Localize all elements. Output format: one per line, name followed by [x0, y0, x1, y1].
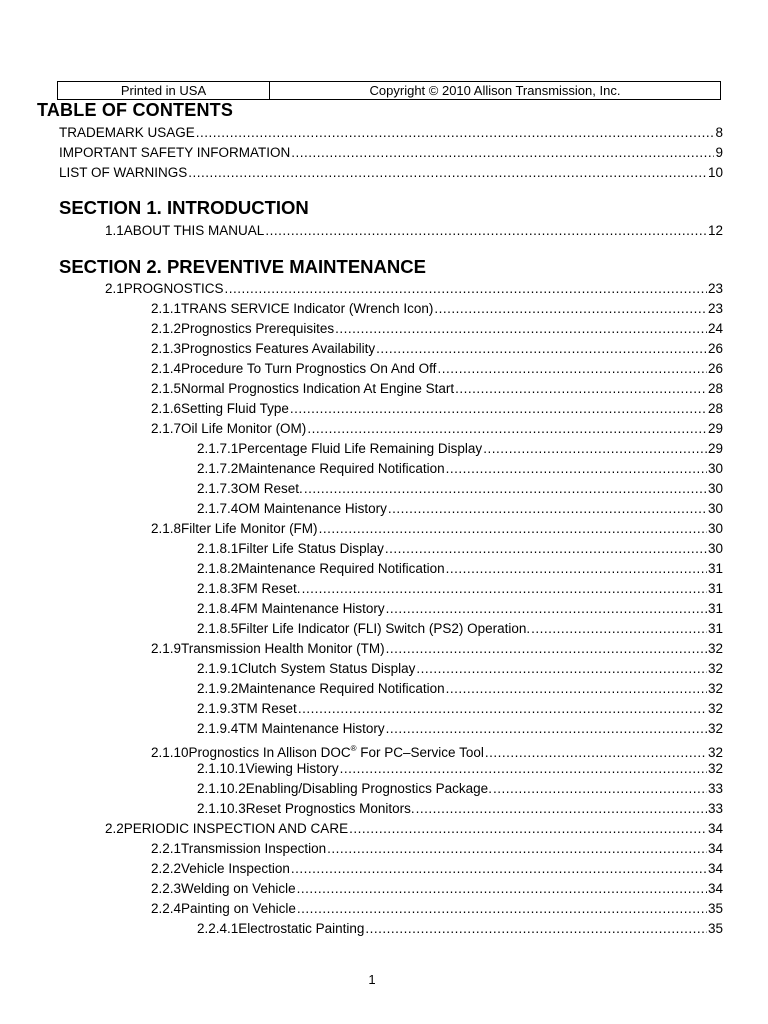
toc-entry-number: 2.1.8	[151, 521, 182, 536]
toc-entry-label	[124, 279, 224, 299]
toc-entry-number: 2.1.7.3	[197, 481, 239, 496]
toc-entry-page: 32	[707, 701, 723, 716]
toc-entry-number: 2.1.8.4	[197, 601, 239, 616]
toc-entry-label	[238, 719, 384, 739]
toc-dot-leader	[265, 221, 707, 241]
toc-entry-label-text: FM Maintenance History	[238, 601, 385, 616]
toc-dot-leader	[386, 599, 707, 619]
toc-entry[interactable]	[151, 899, 723, 919]
toc-entry[interactable]	[151, 339, 723, 359]
toc-entry-label-text: Prognostics Prerequisites	[181, 321, 335, 336]
toc-entry-number: 2.2.4.1	[197, 921, 239, 936]
toc-dot-leader	[340, 759, 707, 779]
toc-dot-leader	[291, 143, 714, 163]
toc-dot-leader	[385, 539, 707, 559]
toc-entry-page: 35	[707, 921, 723, 936]
toc-entry-page: 32	[707, 761, 723, 776]
toc-entry[interactable]	[197, 719, 723, 739]
toc-entry-label-text: Filter Life Indicator (FLI) Switch (PS2) Operation.	[238, 621, 531, 636]
toc-entry-page: 23	[707, 281, 723, 296]
toc-entry[interactable]	[197, 759, 723, 779]
toc-entry-page: 24	[707, 321, 723, 336]
toc-dot-leader	[434, 299, 707, 319]
toc-dot-leader	[446, 459, 707, 479]
toc-entry-label	[238, 439, 482, 459]
toc-dot-leader	[386, 639, 707, 659]
toc-entry-page: 34	[707, 861, 723, 876]
toc-entry-label-text: OM Maintenance History	[238, 501, 387, 516]
toc-entry-label	[181, 639, 385, 659]
toc-entry-page: 31	[707, 561, 723, 576]
toc-entry[interactable]	[197, 599, 723, 619]
toc-entry-label-text: Procedure To Turn Prognostics On And Off	[181, 361, 437, 376]
toc-entry-label	[238, 659, 415, 679]
toc-dot-leader	[388, 499, 707, 519]
toc-entry-page: 32	[707, 745, 723, 760]
toc-entry-label	[181, 839, 326, 859]
toc-dot-leader	[297, 899, 707, 919]
toc-entry-label	[246, 759, 339, 779]
toc-dot-leader	[302, 579, 707, 599]
toc-entry-label-text: Viewing History	[245, 761, 339, 776]
toc-entry-page: 23	[707, 301, 723, 316]
toc-entry-page: 35	[707, 901, 723, 916]
toc-entry-label-text: TM Reset	[238, 701, 297, 716]
toc-entry-number: 2.1.9.2	[197, 681, 239, 696]
toc-entry-label-text: Maintenance Required Notification	[238, 561, 445, 576]
toc-dot-leader	[365, 919, 707, 939]
toc-dot-leader	[319, 519, 707, 539]
toc-dot-leader	[386, 719, 707, 739]
toc-entry[interactable]	[151, 859, 723, 879]
toc-entry-page: 31	[707, 581, 723, 596]
toc-entry-page: 12	[707, 223, 723, 238]
toc-entry-label-text: Vehicle Inspection	[181, 861, 290, 876]
toc-entry[interactable]	[59, 123, 723, 143]
toc-entry-label-text: Painting on Vehicle	[181, 901, 296, 916]
toc-entry-number: 2.1.2	[151, 321, 182, 336]
toc-entry-number: 2.1.6	[151, 401, 182, 416]
toc-entry-label	[238, 679, 444, 699]
toc-entry[interactable]	[151, 399, 723, 419]
toc-entry[interactable]	[151, 739, 723, 759]
toc-entry[interactable]	[151, 379, 723, 399]
toc-entry-number: 2.1.10.2	[197, 781, 246, 796]
toc-dot-leader	[446, 559, 707, 579]
toc-entry-label	[238, 619, 530, 639]
toc-entry-label	[181, 299, 433, 319]
toc-entry-number: 2.1.9.4	[197, 721, 239, 736]
toc-entry-label-text: Filter Life Status Display	[238, 541, 384, 556]
toc-entry-label-superscript: ®	[350, 744, 357, 753]
toc-dot-leader	[376, 339, 707, 359]
toc-dot-leader	[298, 699, 707, 719]
toc-entry[interactable]	[197, 459, 723, 479]
copyright-label: Copyright © 2010 Allison Transmission, Inc.	[369, 83, 621, 98]
toc-entry[interactable]	[197, 579, 723, 599]
toc-entry-page: 30	[707, 461, 723, 476]
toc-entry-label	[59, 163, 187, 183]
toc-entry[interactable]	[151, 359, 723, 379]
toc-entry-number: 2.2.3	[151, 881, 182, 896]
toc-entry[interactable]	[197, 919, 723, 939]
toc-entry-page: 31	[707, 601, 723, 616]
toc-entry-label-text: Electrostatic Painting	[238, 921, 365, 936]
toc-dot-leader	[416, 799, 707, 819]
toc-entry-label-suffix: For PC–Service Tool	[356, 745, 484, 760]
toc-dot-leader	[455, 379, 707, 399]
toc-entry-label-text: IMPORTANT SAFETY INFORMATION	[59, 145, 291, 160]
toc-entry-number: 2.1	[105, 281, 124, 296]
toc-entry-page: 26	[707, 341, 723, 356]
toc-entry-label	[238, 479, 303, 499]
toc-dot-leader	[304, 479, 707, 499]
toc-entry-page: 34	[707, 881, 723, 896]
toc-entry-label-text: FM Reset.	[238, 581, 301, 596]
toc-entry[interactable]	[59, 163, 723, 183]
section-2-heading: SECTION 2. PREVENTIVE MAINTENANCE	[59, 256, 426, 277]
toc-entry-number: 2.1.8.3	[197, 581, 239, 596]
toc-entry-label	[181, 319, 334, 339]
toc-entry[interactable]	[105, 819, 723, 839]
toc-entry[interactable]	[197, 499, 723, 519]
toc-entry[interactable]	[151, 639, 723, 659]
toc-entry-number: 2.1.10.3	[197, 801, 246, 816]
toc-entry-label	[181, 399, 289, 419]
toc-entry-label	[59, 123, 195, 143]
toc-entry-label	[181, 519, 318, 539]
toc-dot-leader	[437, 359, 707, 379]
toc-entry-page: 34	[707, 841, 723, 856]
toc-dot-leader	[291, 859, 707, 879]
toc-entry[interactable]	[197, 619, 723, 639]
toc-entry[interactable]	[197, 679, 723, 699]
toc-entry-label	[238, 579, 300, 599]
toc-entry-number: 2.1.1	[151, 301, 182, 316]
toc-entry-number: 2.1.4	[151, 361, 182, 376]
toc-entry-label-text: Filter Life Monitor (FM)	[181, 521, 318, 536]
toc-entry-label-text: TRANS SERVICE Indicator (Wrench Icon)	[181, 301, 434, 316]
toc-entry-page: 29	[707, 441, 723, 456]
toc-entry-page: 9	[715, 145, 723, 160]
toc-entry-label-text: Clutch System Status Display	[238, 661, 416, 676]
toc-entry-number: 2.1.7.4	[197, 501, 239, 516]
toc-title: TABLE OF CONTENTS	[37, 100, 234, 120]
toc-entry-page: 32	[707, 721, 723, 736]
toc-entry-number: 2.2.4	[151, 901, 182, 916]
toc-entry[interactable]	[59, 143, 723, 163]
toc-entry[interactable]	[105, 279, 723, 299]
toc-entry-number: 2.1.7.1	[197, 441, 239, 456]
toc-entry-label	[181, 899, 296, 919]
toc-entry-number: 2.1.10	[151, 745, 189, 760]
toc-entry[interactable]	[197, 479, 723, 499]
toc-entry[interactable]	[151, 299, 723, 319]
toc-entry-page: 33	[707, 801, 723, 816]
toc-entry-page: 30	[707, 521, 723, 536]
toc-entry-number: 2.1.10.1	[197, 761, 246, 776]
toc-entry-label-text: TRADEMARK USAGE	[59, 125, 195, 140]
page-number: 1	[368, 972, 376, 987]
toc-entry-page: 28	[707, 381, 723, 396]
toc-dot-leader	[196, 123, 715, 143]
toc-entry[interactable]	[197, 799, 723, 819]
toc-entry-page: 28	[707, 401, 723, 416]
toc-entry-label	[238, 919, 364, 939]
toc-entry-number: 2.1.9	[151, 641, 182, 656]
toc-entry-number: 2.1.8.2	[197, 561, 239, 576]
section-1-heading: SECTION 1. INTRODUCTION	[59, 197, 309, 218]
toc-entry[interactable]	[197, 559, 723, 579]
toc-entry-number: 2.2.1	[151, 841, 182, 856]
toc-entry-label-text: Prognostics In Allison DOC	[188, 745, 351, 760]
toc-entry-label-text: Prognostics Features Availability	[181, 341, 376, 356]
toc-entry-page: 33	[707, 781, 723, 796]
toc-dot-leader	[335, 319, 707, 339]
toc-entry-label-text: Transmission Health Monitor (TM)	[181, 641, 385, 656]
toc-dot-leader	[531, 619, 707, 639]
toc-dot-leader	[290, 399, 707, 419]
toc-entry[interactable]	[151, 319, 723, 339]
toc-entry-number: 2.2.2	[151, 861, 182, 876]
toc-entry-page: 30	[707, 501, 723, 516]
toc-entry-label	[238, 539, 384, 559]
toc-entry-label-text: PROGNOSTICS	[123, 281, 224, 296]
toc-entry-page: 8	[715, 125, 723, 140]
toc-dot-leader	[297, 879, 707, 899]
printed-in-label: Printed in USA	[58, 82, 270, 99]
toc-entry-label	[246, 779, 492, 799]
header-box	[57, 81, 721, 100]
toc-entry-label	[238, 699, 297, 719]
toc-entry-label	[238, 459, 444, 479]
toc-entry-label-text: Reset Prognostics Monitors.	[245, 801, 415, 816]
toc-entry-page: 10	[707, 165, 723, 180]
toc-entry-number: 2.1.7.2	[197, 461, 239, 476]
toc-entry-label-text: LIST OF WARNINGS	[59, 165, 188, 180]
toc-entry-label-text: Normal Prognostics Indication At Engine Start	[181, 381, 455, 396]
toc-dot-leader	[225, 279, 707, 299]
toc-entry-number: 2.2	[105, 821, 124, 836]
toc-dot-leader	[483, 439, 707, 459]
toc-entry[interactable]	[151, 419, 723, 439]
toc-entry-page: 30	[707, 541, 723, 556]
toc-entry-label-text: Oil Life Monitor (OM)	[181, 421, 307, 436]
toc-entry[interactable]	[151, 839, 723, 859]
toc-dot-leader	[349, 819, 707, 839]
toc-entry-label-text: Percentage Fluid Life Remaining Display	[238, 441, 483, 456]
toc-entry-page: 34	[707, 821, 723, 836]
toc-entry-label-text: TM Maintenance History	[238, 721, 385, 736]
toc-entry-label-text: Enabling/Disabling Prognostics Package.	[245, 781, 492, 796]
toc-dot-leader	[446, 679, 707, 699]
toc-dot-leader	[307, 419, 707, 439]
toc-entry-number: 2.1.9.1	[197, 661, 239, 676]
toc-entry-label-text: Welding on Vehicle	[181, 881, 296, 896]
toc-entry-label	[124, 819, 348, 839]
toc-entry-number: 2.1.5	[151, 381, 182, 396]
toc-entry[interactable]	[151, 519, 723, 539]
toc-entry-number: 1.1	[105, 223, 124, 238]
toc-entry-label	[238, 499, 387, 519]
toc-dot-leader	[327, 839, 707, 859]
toc-entry[interactable]	[197, 539, 723, 559]
toc-entry-label	[59, 143, 290, 163]
toc-entry-label-text: ABOUT THIS MANUAL	[123, 223, 265, 238]
toc-dot-leader	[188, 163, 707, 183]
toc-entry-label	[181, 879, 296, 899]
toc-entry-label	[181, 339, 375, 359]
toc-entry-label	[238, 559, 444, 579]
toc-entry-page: 32	[707, 661, 723, 676]
toc-entry-page: 31	[707, 621, 723, 636]
toc-entry-label	[246, 799, 415, 819]
toc-entry[interactable]	[105, 221, 723, 241]
toc-entry-label	[181, 419, 306, 439]
toc-entry-label-text: PERIODIC INSPECTION AND CARE	[123, 821, 349, 836]
toc-entry-page: 32	[707, 641, 723, 656]
toc-entry-label	[238, 599, 384, 619]
toc-dot-leader	[416, 659, 707, 679]
toc-entry[interactable]	[197, 439, 723, 459]
toc-dot-leader	[493, 779, 707, 799]
toc-entry-number: 2.1.7	[151, 421, 182, 436]
toc-entry[interactable]	[197, 659, 723, 679]
toc-entry-number: 2.1.3	[151, 341, 182, 356]
toc-entry-label-text: Setting Fluid Type	[181, 401, 289, 416]
toc-entry-label-text: Maintenance Required Notification	[238, 461, 445, 476]
toc-entry-label	[181, 379, 454, 399]
toc-entry[interactable]	[197, 699, 723, 719]
toc-entry-label-text: Transmission Inspection	[181, 841, 327, 856]
toc-entry-page: 32	[707, 681, 723, 696]
toc-entry-label	[124, 221, 265, 241]
toc-entry-number: 2.1.9.3	[197, 701, 239, 716]
toc-entry-number: 2.1.8.5	[197, 621, 239, 636]
toc-entry-label-text: OM Reset.	[238, 481, 303, 496]
toc-entry-page: 26	[707, 361, 723, 376]
toc-entry-page: 30	[707, 481, 723, 496]
toc-entry-label	[181, 859, 290, 879]
toc-entry-number: 2.1.8.1	[197, 541, 239, 556]
toc-entry-page: 29	[707, 421, 723, 436]
toc-entry[interactable]	[151, 879, 723, 899]
toc-entry[interactable]	[197, 779, 723, 799]
toc-entry-label-text: Maintenance Required Notification	[238, 681, 445, 696]
toc-entry-label	[181, 359, 436, 379]
